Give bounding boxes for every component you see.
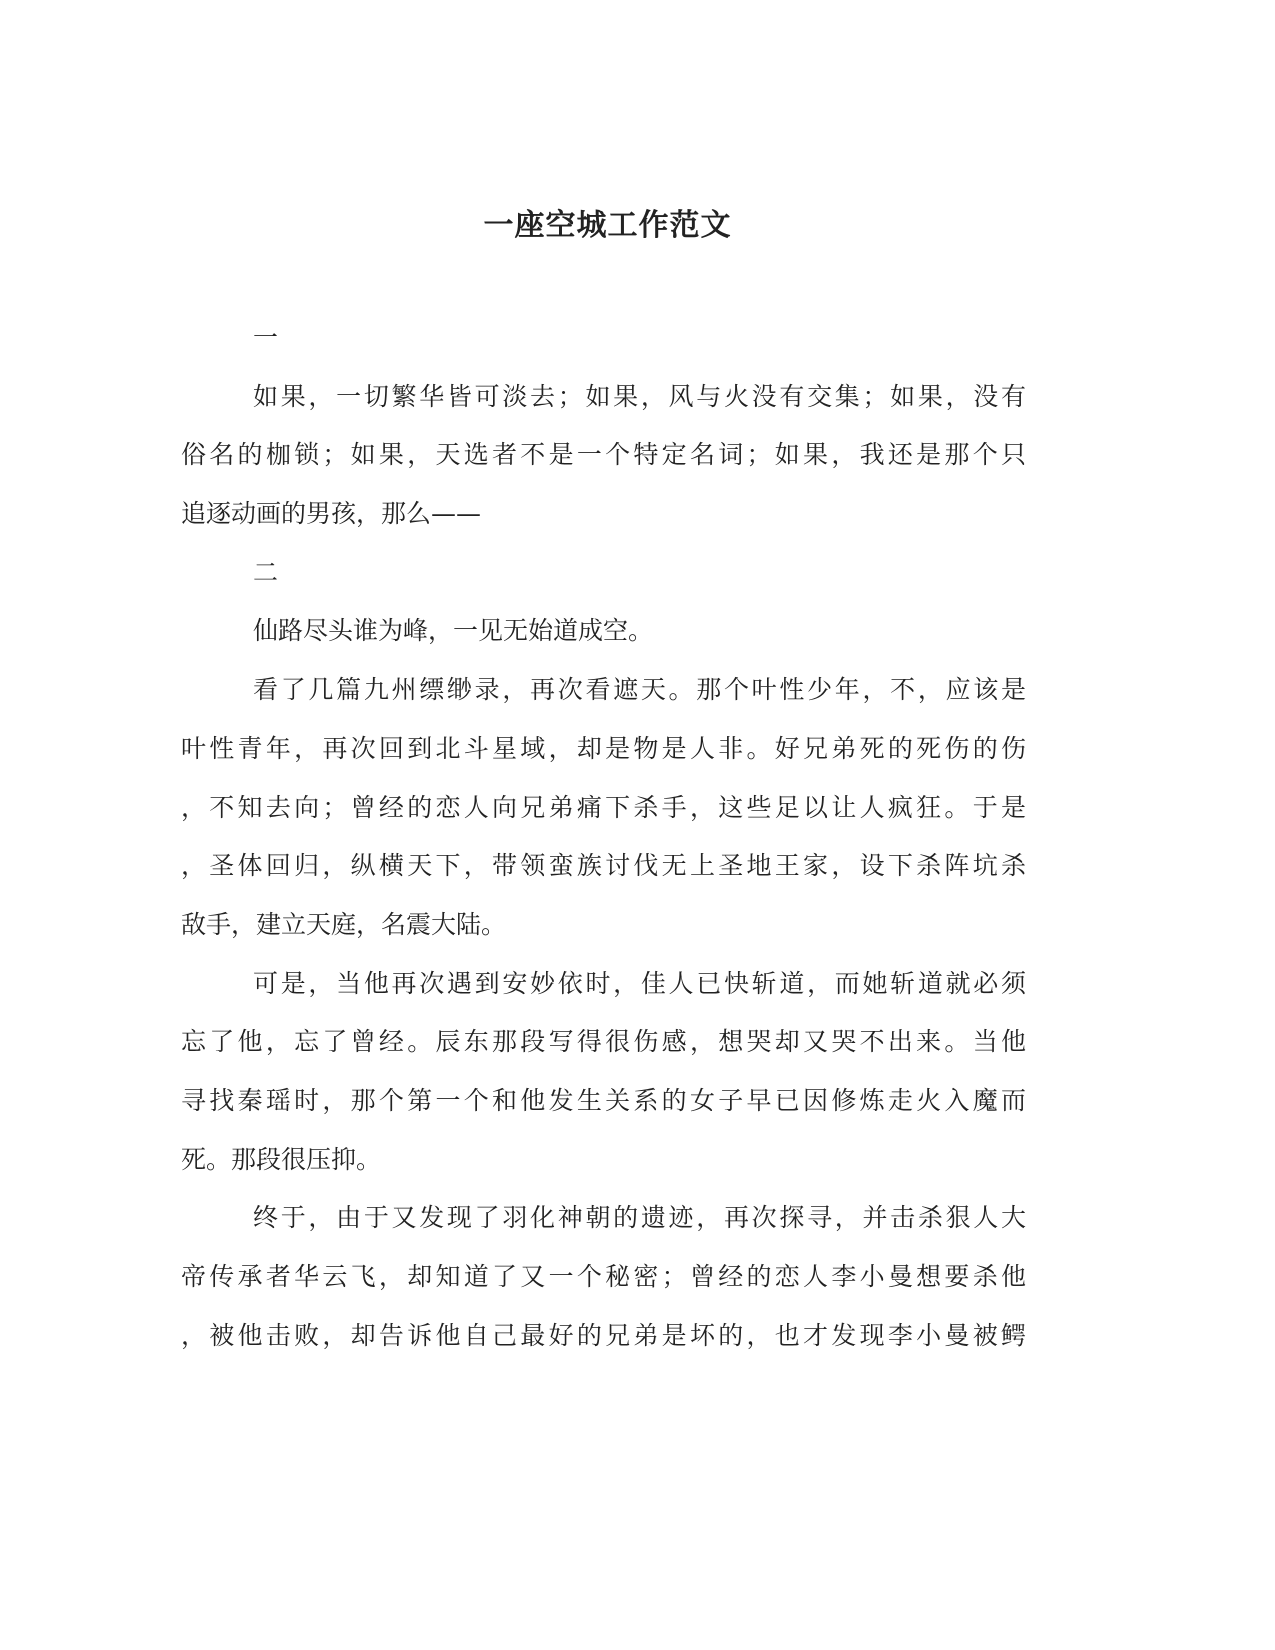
text-line: ，不知去向；曾经的恋人向兄弟痛下杀手，这些足以让人疯狂。于是 [181, 792, 1026, 822]
text-line: 追逐动画的男孩，那么—— [181, 499, 482, 529]
text-line: 俗名的枷锁；如果，天选者不是一个特定名词；如果，我还是那个只 [181, 440, 1026, 470]
text-line: 终于，由于又发现了羽化神朝的遗迹，再次探寻，并击杀狠人大 [253, 1203, 1026, 1233]
document-body [181, 318, 1026, 1374]
text-line: 敌手，建立天庭，名震大陆。 [181, 909, 507, 939]
text-line: 帝传承者华云飞，却知道了又一个秘密；曾经的恋人李小曼想要杀他 [181, 1262, 1026, 1291]
text-line: 一 [253, 323, 279, 352]
text-line: 死。那段很压抑。 [181, 1144, 382, 1174]
text-line: 可是，当他再次遇到安妙依时，佳人已快斩道，而她斩道就必须 [253, 968, 1026, 998]
text-line: ，被他击败，却告诉他自己最好的兄弟是坏的，也才发现李小曼被鳄 [181, 1320, 1026, 1350]
text-line: 忘了他，忘了曾经。辰东那段写得很伤感，想哭却又哭不出来。当他 [181, 1027, 1026, 1057]
document-title: 一座空城工作范文 [483, 208, 732, 243]
text-line: 二 [253, 557, 279, 587]
text-line: ，圣体回归，纵横天下，带领蛮族讨伐无上圣地王家，设下杀阵坑杀 [181, 851, 1026, 881]
text-line: 寻找秦瑶时，那个第一个和他发生关系的女子早已因修炼走火入魔而 [181, 1085, 1026, 1115]
text-line: 仙路尽头谁为峰，一见无始道成空。 [253, 616, 654, 646]
text-line: 叶性青年，再次回到北斗星域，却是物是人非。好兄弟死的死伤的伤 [181, 733, 1026, 763]
text-line: 看了几篇九州缥缈录，再次看遮天。那个叶性少年，不，应该是 [253, 675, 1026, 705]
text-line: 如果，一切繁华皆可淡去；如果，风与火没有交集；如果，没有 [253, 381, 1026, 411]
